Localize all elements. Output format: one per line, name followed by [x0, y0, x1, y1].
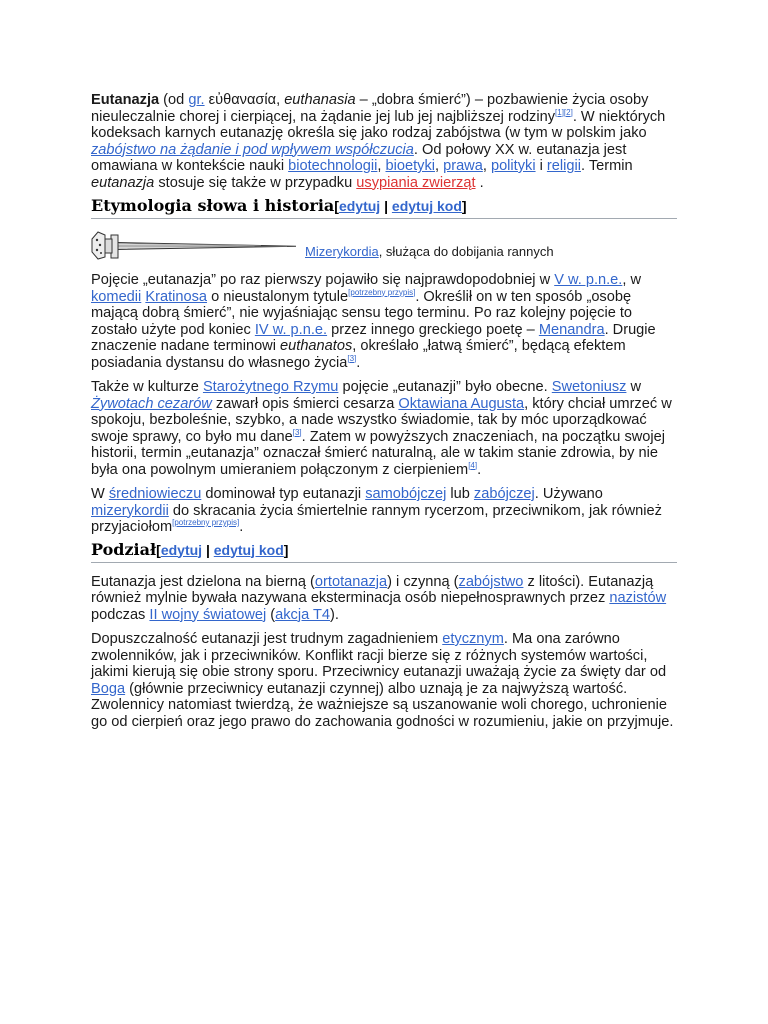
link-bioetyki[interactable]: bioetyki [385, 158, 435, 174]
intro-paragraph [91, 92, 677, 191]
text: , [434, 158, 444, 174]
citation-needed-link[interactable]: [potrzebny przypis] [172, 518, 240, 528]
text: stosuje się także w przypadku [154, 174, 357, 191]
paragraph-podzial-1: Eutanazja jest dzielona na bierną (ortotanazja) i czynną (zabójstwo z litości). Eutanazją również mylnie bywała nazywana eksterminacja osób niepełnosprawnych przez nazistów podczas II wojny światowej (akcja T4). [91, 573, 667, 623]
paragraph-etymology-3: W średniowieczu dominował typ eutanazji samobójczej lub zabójczej. Używano mizerykordii do skracania życia śmiertelnie rannym rycerzom, przeciwnikom, jak również przyjaciołom[potrzebny przypis]. [91, 486, 662, 535]
link-komedii[interactable]: komedii [91, 288, 142, 305]
link-samobojczej[interactable]: samobójczej [365, 486, 447, 502]
edit-link[interactable]: edytuj [338, 198, 381, 214]
text: . [475, 174, 484, 191]
latin-term: euthanasia [284, 92, 356, 108]
footnote-ref [555, 108, 573, 117]
edit-code-link[interactable]: edytuj kod [391, 198, 462, 214]
paragraph-podzial-2: Dopuszczalność eutanazji jest trudnym zagadnieniem etycznym. Ma ona zarówno zwolenników, jak i przeciwników. Konflikt racji bierze się z różnych systemów wartości, jakimi kierują się obie strony sporu. Przeciwnicy eutanazji uważają życie za święty dar od Boga (głównie przeciwnicy eutanazji czynnej) albo uznają je za najwyższą wartość. Zwolennicy natomiast twierdzą, że ważniejsze są uszanowanie woli chorego, uchronienie go od cierpień oraz jego prawo do zachowania godności w rozumieniu, jakie on przyjmuje. [91, 631, 674, 730]
link-ortotanazja[interactable]: ortotanazja [314, 573, 388, 590]
edit-links: [edytuj | edytuj kod] [334, 198, 467, 214]
text: . Od połowy XX w. eutanazja jest omawiana w kontekście nauki [91, 141, 627, 174]
link-sredniowieczu[interactable]: średniowieczu [108, 486, 202, 502]
link-zabojstwo[interactable]: zabójstwo na żądanie i pod wpływem współczucia [91, 141, 414, 158]
figure-caption: Mizerykordia, służąca do dobijania rannych [305, 244, 554, 259]
paragraph-etymology-2: Także w kulturze Starożytnego Rzymu pojęcie „eutanazji” było obecne. Swetoniusz w Żywotach cezarów zawarł opis śmierci cesarza Oktawiana Augusta, który chciał umrzeć w spokoju, bezboleśnie, szybko, a nade wszystko świadomie, tak by móc uporządkować swoje sprawy, co było mu dane[3]. Zatem w powyższych znaczeniach, na początku swojej historii, termin „eutanazja” oznaczał śmierć naturalną, ale w takim stanie zdrowia, by nie była ona powolnym umieraniem połączonym z cierpieniem[4]. [91, 379, 672, 478]
link-polityki[interactable]: polityki [490, 158, 536, 174]
link-mizerykordia[interactable]: Mizerykordia [305, 244, 379, 259]
link-boga[interactable]: Boga [91, 680, 126, 697]
footnote-ref [468, 461, 477, 470]
section-heading-podzial [91, 540, 677, 563]
citation-needed-link[interactable]: [potrzebny przypis] [348, 287, 416, 297]
link-zywotach-cezarow[interactable]: Żywotach cezarów [91, 395, 212, 412]
footnote-link-4[interactable]: [4] [468, 460, 478, 470]
link-etycznym[interactable]: etycznym [442, 631, 504, 647]
link-greek[interactable]: gr. [188, 92, 205, 108]
link-usypiania-zwierzat[interactable]: usypiania zwierząt [356, 174, 476, 191]
edit-links: [edytuj | edytuj kod] [156, 541, 289, 558]
footnote-link-1[interactable]: [1] [555, 107, 564, 117]
term-italic: eutanazja [91, 174, 155, 191]
footnote-ref [293, 428, 302, 437]
section-heading-etymologia [91, 196, 677, 219]
link-v-wiek[interactable]: V w. p.n.e. [554, 272, 623, 288]
link-menandra[interactable]: Menandra [538, 321, 605, 338]
text: , [377, 158, 386, 174]
link-starozytnego-rzymu[interactable]: Starożytnego Rzymu [202, 379, 339, 395]
link-zabojczej[interactable]: zabójczej [473, 486, 535, 502]
edit-link[interactable]: edytuj [160, 541, 203, 558]
link-ii-wojny-swiatowej[interactable]: II wojny światowej [149, 606, 267, 623]
footnote-ref [347, 354, 356, 363]
link-kratinosa[interactable]: Kratinosa [145, 288, 208, 305]
text: , [482, 158, 491, 174]
article-term: Eutanazja [91, 92, 160, 108]
link-mizerykordii[interactable]: mizerykordii [91, 502, 169, 519]
citation-needed [348, 288, 415, 297]
text: . W niektórych kodeksach karnych eutanazję określa się jako rodzaj zabójstwa (w tym w polskim jako [91, 108, 666, 141]
text: εὐθανασία, [204, 92, 285, 108]
section-title: Podział [91, 539, 157, 559]
article [91, 92, 677, 730]
link-zabojstwo[interactable]: zabójstwo [458, 573, 524, 590]
text: i [535, 158, 547, 174]
text: – „dobra śmierć”) – pozbawienie życia osoby nieuleczalnie chorej i cierpiącej, na żądanie jej lub jej najbliższej rodziny [91, 92, 649, 125]
link-nazistow[interactable]: nazistów [609, 590, 667, 606]
paragraph-etymology-1: Pojęcie „eutanazja” po raz pierwszy pojawiło się najprawdopodobniej w V w. p.n.e., w komedii Kratinosa o nieustalonym tytule[potrzebny przypis]. Określił on w ten sposób „osobę mającą dobrą śmierć”, nie wyjaśniając sensu tego terminu. Po raz kolejny pojęcie to zostało użyte pod koniec IV w. p.n.e. przez innego greckiego poetę – Menandra. Drugie znaczenie nadane terminowi euthanatos, określało „łatwą śmierć”, będącą efektem posiadania dystansu do własnego życia[3]. [91, 272, 656, 371]
link-akcja-t4[interactable]: akcja T4 [275, 606, 331, 623]
figure [91, 230, 677, 260]
text: (od [159, 92, 189, 108]
link-biotechnologii[interactable]: biotechnologii [288, 158, 378, 174]
link-swetoniusz[interactable]: Swetoniusz [551, 379, 627, 395]
text: . Termin [580, 158, 633, 174]
link-prawa[interactable]: prawa [443, 158, 483, 174]
link-oktawiana-augusta[interactable]: Oktawiana Augusta [398, 395, 525, 412]
dagger-image[interactable] [91, 230, 303, 260]
link-religii[interactable]: religii [546, 158, 581, 174]
citation-needed [172, 518, 239, 527]
footnote-link-3[interactable]: [3] [292, 427, 302, 437]
link-iv-wiek[interactable]: IV w. p.n.e. [254, 321, 328, 338]
footnote-link-2[interactable]: [2] [563, 107, 573, 117]
footnote-link-3[interactable]: [3] [347, 353, 357, 363]
section-title: Etymologia słowa i historia [91, 196, 335, 215]
edit-code-link[interactable]: edytuj kod [213, 541, 284, 558]
